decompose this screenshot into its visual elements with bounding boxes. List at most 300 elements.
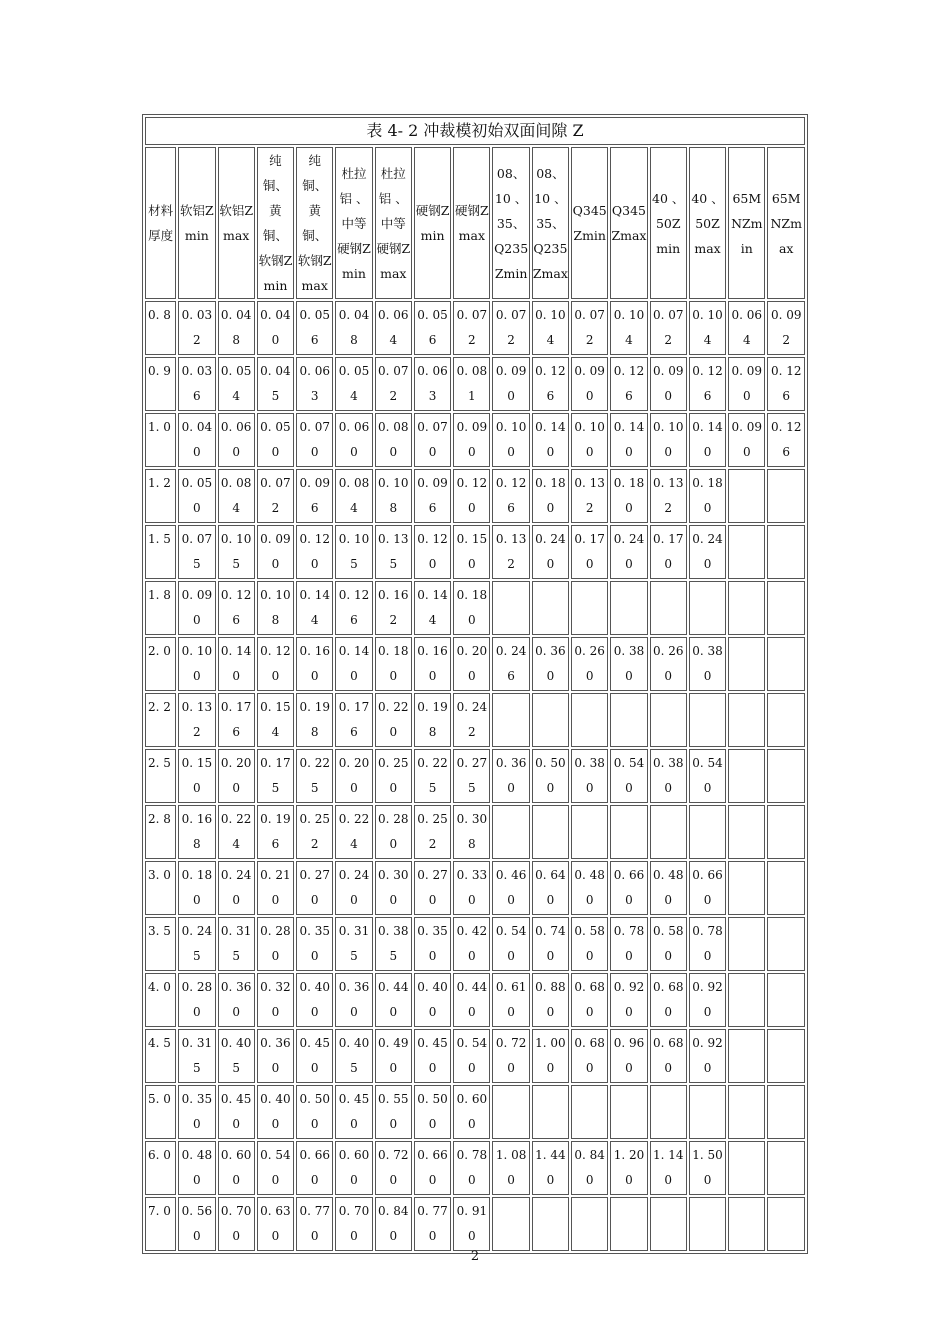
value-cell: 0. 090 — [571, 357, 608, 411]
value-cell: 0. 090 — [178, 581, 215, 635]
value-cell — [767, 805, 805, 859]
value-cell: 0. 140 — [610, 413, 647, 467]
value-cell: 0. 196 — [257, 805, 294, 859]
value-cell: 0. 090 — [728, 357, 765, 411]
value-cell: 0. 126 — [218, 581, 255, 635]
value-cell — [728, 861, 765, 915]
value-cell — [492, 1197, 529, 1251]
table-row — [145, 861, 805, 915]
value-cell — [492, 693, 529, 747]
value-cell: 0. 380 — [571, 749, 608, 803]
value-cell: 0. 050 — [178, 469, 215, 523]
value-cell: 0. 450 — [296, 1029, 333, 1083]
value-cell — [767, 1141, 805, 1195]
value-cell: 0. 070 — [414, 413, 451, 467]
value-cell: 0. 405 — [218, 1029, 255, 1083]
value-cell: 0. 084 — [218, 469, 255, 523]
thickness-cell: 4. 5 — [145, 1029, 176, 1083]
value-cell: 0. 170 — [571, 525, 608, 579]
value-cell: 0. 840 — [375, 1197, 412, 1251]
value-cell — [689, 693, 726, 747]
value-cell: 0. 160 — [296, 637, 333, 691]
value-cell: 0. 176 — [218, 693, 255, 747]
value-cell — [689, 1085, 726, 1139]
value-cell: 0. 063 — [414, 357, 451, 411]
value-cell: 0. 270 — [296, 861, 333, 915]
value-cell: 0. 360 — [492, 749, 529, 803]
value-cell: 0. 096 — [296, 469, 333, 523]
value-cell: 0. 308 — [453, 805, 490, 859]
value-cell: 0. 220 — [375, 693, 412, 747]
table-title-row — [145, 117, 805, 145]
value-cell — [767, 1029, 805, 1083]
value-cell: 0. 400 — [257, 1085, 294, 1139]
thickness-cell: 3. 0 — [145, 861, 176, 915]
value-cell — [767, 1085, 805, 1139]
value-cell: 0. 920 — [689, 1029, 726, 1083]
value-cell: 0. 075 — [178, 525, 215, 579]
value-cell: 0. 072 — [571, 301, 608, 355]
value-cell: 0. 280 — [375, 805, 412, 859]
value-cell: 0. 660 — [689, 861, 726, 915]
value-cell: 0. 200 — [335, 749, 372, 803]
table-row — [145, 525, 805, 579]
value-cell: 0. 198 — [296, 693, 333, 747]
value-cell: 0. 140 — [689, 413, 726, 467]
thickness-cell: 2. 5 — [145, 749, 176, 803]
header-cell: 40 、50Zmax — [689, 147, 726, 299]
value-cell — [728, 1141, 765, 1195]
value-cell: 0. 480 — [571, 861, 608, 915]
value-cell: 0. 180 — [178, 861, 215, 915]
value-cell: 0. 084 — [335, 469, 372, 523]
value-cell: 0. 090 — [728, 413, 765, 467]
value-cell: 0. 480 — [178, 1141, 215, 1195]
value-cell: 0. 104 — [689, 301, 726, 355]
value-cell: 0. 126 — [689, 357, 726, 411]
value-cell: 0. 180 — [689, 469, 726, 523]
value-cell — [728, 805, 765, 859]
value-cell: 0. 032 — [178, 301, 215, 355]
thickness-cell: 2. 0 — [145, 637, 176, 691]
value-cell: 1. 440 — [532, 1141, 569, 1195]
value-cell: 0. 160 — [414, 637, 451, 691]
value-cell: 0. 162 — [375, 581, 412, 635]
value-cell: 0. 315 — [178, 1029, 215, 1083]
value-cell — [689, 1197, 726, 1251]
header-cell: 硬钢Zmin — [414, 147, 451, 299]
value-cell: 0. 225 — [414, 749, 451, 803]
value-cell: 0. 600 — [453, 1085, 490, 1139]
value-cell: 0. 040 — [178, 413, 215, 467]
value-cell — [650, 1085, 687, 1139]
value-cell: 0. 600 — [218, 1141, 255, 1195]
thickness-cell: 0. 8 — [145, 301, 176, 355]
value-cell: 0. 260 — [650, 637, 687, 691]
value-cell: 0. 050 — [257, 413, 294, 467]
value-cell: 0. 100 — [492, 413, 529, 467]
value-cell: 0. 126 — [767, 357, 805, 411]
header-cell: 杜拉铝 、中等硬钢Zmax — [375, 147, 412, 299]
value-cell: 0. 700 — [218, 1197, 255, 1251]
value-cell: 0. 108 — [375, 469, 412, 523]
value-cell: 0. 420 — [453, 917, 490, 971]
table-header-row — [145, 147, 805, 299]
table-row — [145, 1197, 805, 1251]
thickness-cell: 7. 0 — [145, 1197, 176, 1251]
value-cell: 0. 360 — [218, 973, 255, 1027]
value-cell: 1. 000 — [532, 1029, 569, 1083]
value-cell: 0. 360 — [532, 637, 569, 691]
table-title: 表 4- 2 冲裁模初始双面间隙 Z — [145, 117, 805, 145]
value-cell: 0. 640 — [532, 861, 569, 915]
value-cell — [571, 805, 608, 859]
table-row — [145, 1029, 805, 1083]
value-cell: 0. 500 — [532, 749, 569, 803]
value-cell — [728, 749, 765, 803]
value-cell: 0. 120 — [296, 525, 333, 579]
value-cell — [767, 469, 805, 523]
value-cell: 0. 250 — [375, 749, 412, 803]
value-cell: 0. 680 — [571, 973, 608, 1027]
header-cell: 材料厚度 — [145, 147, 176, 299]
table-row — [145, 357, 805, 411]
value-cell — [728, 973, 765, 1027]
value-cell: 0. 770 — [296, 1197, 333, 1251]
table-row — [145, 469, 805, 523]
value-cell: 0. 176 — [335, 693, 372, 747]
value-cell: 0. 920 — [689, 973, 726, 1027]
value-cell: 0. 072 — [375, 357, 412, 411]
thickness-cell: 1. 0 — [145, 413, 176, 467]
header-cell: 软铝Zmin — [178, 147, 215, 299]
value-cell — [767, 973, 805, 1027]
value-cell: 0. 240 — [610, 525, 647, 579]
value-cell: 0. 630 — [257, 1197, 294, 1251]
table-row — [145, 805, 805, 859]
header-cell: 40 、50Zmin — [650, 147, 687, 299]
value-cell: 0. 180 — [453, 581, 490, 635]
value-cell: 0. 450 — [218, 1085, 255, 1139]
value-cell: 0. 056 — [296, 301, 333, 355]
value-cell: 0. 720 — [492, 1029, 529, 1083]
value-cell: 0. 198 — [414, 693, 451, 747]
value-cell: 0. 700 — [335, 1197, 372, 1251]
value-cell: 0. 360 — [257, 1029, 294, 1083]
value-cell — [610, 805, 647, 859]
value-cell — [767, 861, 805, 915]
value-cell: 0. 063 — [296, 357, 333, 411]
value-cell: 1. 140 — [650, 1141, 687, 1195]
value-cell: 0. 610 — [492, 973, 529, 1027]
value-cell: 0. 245 — [178, 917, 215, 971]
value-cell — [728, 469, 765, 523]
value-cell: 0. 126 — [610, 357, 647, 411]
value-cell: 0. 210 — [257, 861, 294, 915]
value-cell: 0. 350 — [296, 917, 333, 971]
value-cell: 0. 280 — [178, 973, 215, 1027]
value-cell — [610, 1197, 647, 1251]
value-cell: 0. 120 — [257, 637, 294, 691]
thickness-cell: 6. 0 — [145, 1141, 176, 1195]
thickness-cell: 2. 8 — [145, 805, 176, 859]
value-cell — [728, 1085, 765, 1139]
value-cell — [767, 1197, 805, 1251]
value-cell: 0. 500 — [414, 1085, 451, 1139]
value-cell: 0. 910 — [453, 1197, 490, 1251]
header-cell: 08、10 、35、Q235Zmax — [532, 147, 569, 299]
header-cell: Q345Zmax — [610, 147, 647, 299]
value-cell: 0. 105 — [335, 525, 372, 579]
value-cell: 0. 246 — [492, 637, 529, 691]
value-cell: 0. 092 — [767, 301, 805, 355]
value-cell: 0. 275 — [453, 749, 490, 803]
table-row — [145, 637, 805, 691]
value-cell: 0. 300 — [375, 861, 412, 915]
header-cell: 硬钢Zmax — [453, 147, 490, 299]
value-cell — [728, 693, 765, 747]
value-cell: 0. 140 — [532, 413, 569, 467]
value-cell — [650, 805, 687, 859]
value-cell: 0. 660 — [610, 861, 647, 915]
value-cell — [728, 1197, 765, 1251]
value-cell: 0. 144 — [296, 581, 333, 635]
value-cell — [767, 525, 805, 579]
value-cell: 0. 540 — [257, 1141, 294, 1195]
header-cell: 65MNZmin — [728, 147, 765, 299]
value-cell — [532, 1085, 569, 1139]
thickness-cell: 1. 5 — [145, 525, 176, 579]
value-cell: 0. 180 — [610, 469, 647, 523]
value-cell: 0. 126 — [767, 413, 805, 467]
value-cell: 0. 080 — [375, 413, 412, 467]
value-cell: 0. 126 — [532, 357, 569, 411]
value-cell: 0. 252 — [296, 805, 333, 859]
value-cell — [650, 581, 687, 635]
header-cell: Q345Zmin — [571, 147, 608, 299]
value-cell: 0. 060 — [218, 413, 255, 467]
value-cell — [728, 581, 765, 635]
value-cell: 0. 380 — [610, 637, 647, 691]
value-cell: 0. 600 — [335, 1141, 372, 1195]
value-cell: 0. 920 — [610, 973, 647, 1027]
value-cell — [532, 1197, 569, 1251]
value-cell: 0. 385 — [375, 917, 412, 971]
thickness-cell: 1. 2 — [145, 469, 176, 523]
value-cell: 0. 720 — [375, 1141, 412, 1195]
value-cell: 0. 081 — [453, 357, 490, 411]
value-cell: 0. 104 — [532, 301, 569, 355]
value-cell: 0. 550 — [375, 1085, 412, 1139]
value-cell: 1. 080 — [492, 1141, 529, 1195]
value-cell: 0. 072 — [453, 301, 490, 355]
value-cell: 0. 054 — [335, 357, 372, 411]
value-cell — [767, 637, 805, 691]
value-cell: 0. 126 — [335, 581, 372, 635]
value-cell: 0. 240 — [218, 861, 255, 915]
value-cell: 0. 048 — [218, 301, 255, 355]
value-cell: 0. 168 — [178, 805, 215, 859]
value-cell: 0. 040 — [257, 301, 294, 355]
value-cell: 0. 580 — [650, 917, 687, 971]
value-cell: 0. 280 — [257, 917, 294, 971]
table-row — [145, 917, 805, 971]
value-cell: 0. 120 — [453, 469, 490, 523]
value-cell: 0. 072 — [492, 301, 529, 355]
clearance-table — [142, 114, 808, 1254]
value-cell: 0. 540 — [492, 917, 529, 971]
header-cell: 纯铜、黄铜、软钢Zmin — [257, 147, 294, 299]
table-row — [145, 1085, 805, 1139]
value-cell: 0. 104 — [610, 301, 647, 355]
header-cell: 纯铜、黄铜、软钢Zmax — [296, 147, 333, 299]
value-cell — [767, 581, 805, 635]
value-cell: 0. 064 — [728, 301, 765, 355]
value-cell: 0. 400 — [414, 973, 451, 1027]
value-cell: 0. 132 — [571, 469, 608, 523]
value-cell — [650, 1197, 687, 1251]
value-cell: 0. 450 — [414, 1029, 451, 1083]
value-cell: 0. 200 — [453, 637, 490, 691]
value-cell — [610, 1085, 647, 1139]
value-cell: 0. 100 — [178, 637, 215, 691]
value-cell: 0. 096 — [414, 469, 451, 523]
value-cell — [689, 581, 726, 635]
value-cell: 0. 660 — [296, 1141, 333, 1195]
thickness-cell: 3. 5 — [145, 917, 176, 971]
value-cell: 0. 660 — [414, 1141, 451, 1195]
value-cell: 0. 132 — [178, 693, 215, 747]
value-cell: 0. 240 — [335, 861, 372, 915]
value-cell — [492, 1085, 529, 1139]
value-cell: 0. 242 — [453, 693, 490, 747]
value-cell: 0. 048 — [335, 301, 372, 355]
value-cell — [571, 1085, 608, 1139]
thickness-cell: 5. 0 — [145, 1085, 176, 1139]
value-cell: 0. 120 — [414, 525, 451, 579]
value-cell: 0. 132 — [492, 525, 529, 579]
value-cell: 0. 175 — [257, 749, 294, 803]
value-cell — [650, 693, 687, 747]
value-cell: 0. 090 — [650, 357, 687, 411]
value-cell: 0. 090 — [492, 357, 529, 411]
table-row — [145, 581, 805, 635]
value-cell: 0. 036 — [178, 357, 215, 411]
value-cell — [610, 581, 647, 635]
value-cell: 0. 225 — [296, 749, 333, 803]
value-cell: 0. 150 — [453, 525, 490, 579]
value-cell: 0. 450 — [335, 1085, 372, 1139]
value-cell: 0. 150 — [178, 749, 215, 803]
thickness-cell: 0. 9 — [145, 357, 176, 411]
value-cell: 0. 580 — [571, 917, 608, 971]
value-cell: 0. 380 — [650, 749, 687, 803]
header-cell: 软铝Zmax — [218, 147, 255, 299]
value-cell — [492, 805, 529, 859]
value-cell — [728, 1029, 765, 1083]
value-cell: 0. 780 — [689, 917, 726, 971]
thickness-cell: 1. 8 — [145, 581, 176, 635]
value-cell: 0. 540 — [453, 1029, 490, 1083]
header-cell: 65MNZmax — [767, 147, 805, 299]
value-cell: 0. 480 — [650, 861, 687, 915]
value-cell: 0. 500 — [296, 1085, 333, 1139]
value-cell: 0. 108 — [257, 581, 294, 635]
value-cell: 0. 380 — [689, 637, 726, 691]
value-cell: 0. 180 — [532, 469, 569, 523]
value-cell — [571, 1197, 608, 1251]
value-cell: 0. 680 — [650, 973, 687, 1027]
value-cell: 0. 140 — [218, 637, 255, 691]
value-cell: 0. 880 — [532, 973, 569, 1027]
table-row — [145, 1141, 805, 1195]
value-cell: 0. 126 — [492, 469, 529, 523]
value-cell: 0. 090 — [257, 525, 294, 579]
thickness-cell: 2. 2 — [145, 693, 176, 747]
value-cell — [728, 637, 765, 691]
value-cell: 0. 154 — [257, 693, 294, 747]
value-cell: 0. 540 — [689, 749, 726, 803]
value-cell: 0. 350 — [414, 917, 451, 971]
value-cell: 0. 144 — [414, 581, 451, 635]
value-cell — [571, 693, 608, 747]
value-cell: 0. 360 — [335, 973, 372, 1027]
table-row — [145, 749, 805, 803]
value-cell: 0. 224 — [218, 805, 255, 859]
table-row — [145, 301, 805, 355]
thickness-cell: 4. 0 — [145, 973, 176, 1027]
value-cell — [728, 917, 765, 971]
value-cell: 0. 070 — [296, 413, 333, 467]
value-cell: 0. 140 — [335, 637, 372, 691]
value-cell — [571, 581, 608, 635]
value-cell — [532, 805, 569, 859]
value-cell: 0. 740 — [532, 917, 569, 971]
value-cell: 0. 072 — [257, 469, 294, 523]
value-cell: 1. 500 — [689, 1141, 726, 1195]
value-cell: 0. 315 — [218, 917, 255, 971]
value-cell — [610, 693, 647, 747]
value-cell: 0. 680 — [571, 1029, 608, 1083]
value-cell: 0. 270 — [414, 861, 451, 915]
value-cell: 0. 100 — [650, 413, 687, 467]
value-cell: 0. 440 — [375, 973, 412, 1027]
value-cell: 0. 680 — [650, 1029, 687, 1083]
value-cell: 0. 170 — [650, 525, 687, 579]
value-cell: 0. 320 — [257, 973, 294, 1027]
value-cell: 0. 054 — [218, 357, 255, 411]
value-cell: 0. 252 — [414, 805, 451, 859]
value-cell: 0. 105 — [218, 525, 255, 579]
header-cell: 08、10 、35、Q235Zmin — [492, 147, 529, 299]
table-row — [145, 413, 805, 467]
table-row — [145, 693, 805, 747]
value-cell: 0. 056 — [414, 301, 451, 355]
value-cell: 0. 135 — [375, 525, 412, 579]
value-cell: 0. 132 — [650, 469, 687, 523]
value-cell — [532, 693, 569, 747]
value-cell: 0. 180 — [375, 637, 412, 691]
value-cell: 0. 960 — [610, 1029, 647, 1083]
value-cell: 0. 064 — [375, 301, 412, 355]
value-cell: 0. 240 — [689, 525, 726, 579]
value-cell — [767, 917, 805, 971]
value-cell: 0. 100 — [571, 413, 608, 467]
value-cell: 0. 400 — [296, 973, 333, 1027]
header-cell: 杜拉铝 、中等硬钢Zmin — [335, 147, 372, 299]
value-cell: 0. 780 — [610, 917, 647, 971]
value-cell: 1. 200 — [610, 1141, 647, 1195]
